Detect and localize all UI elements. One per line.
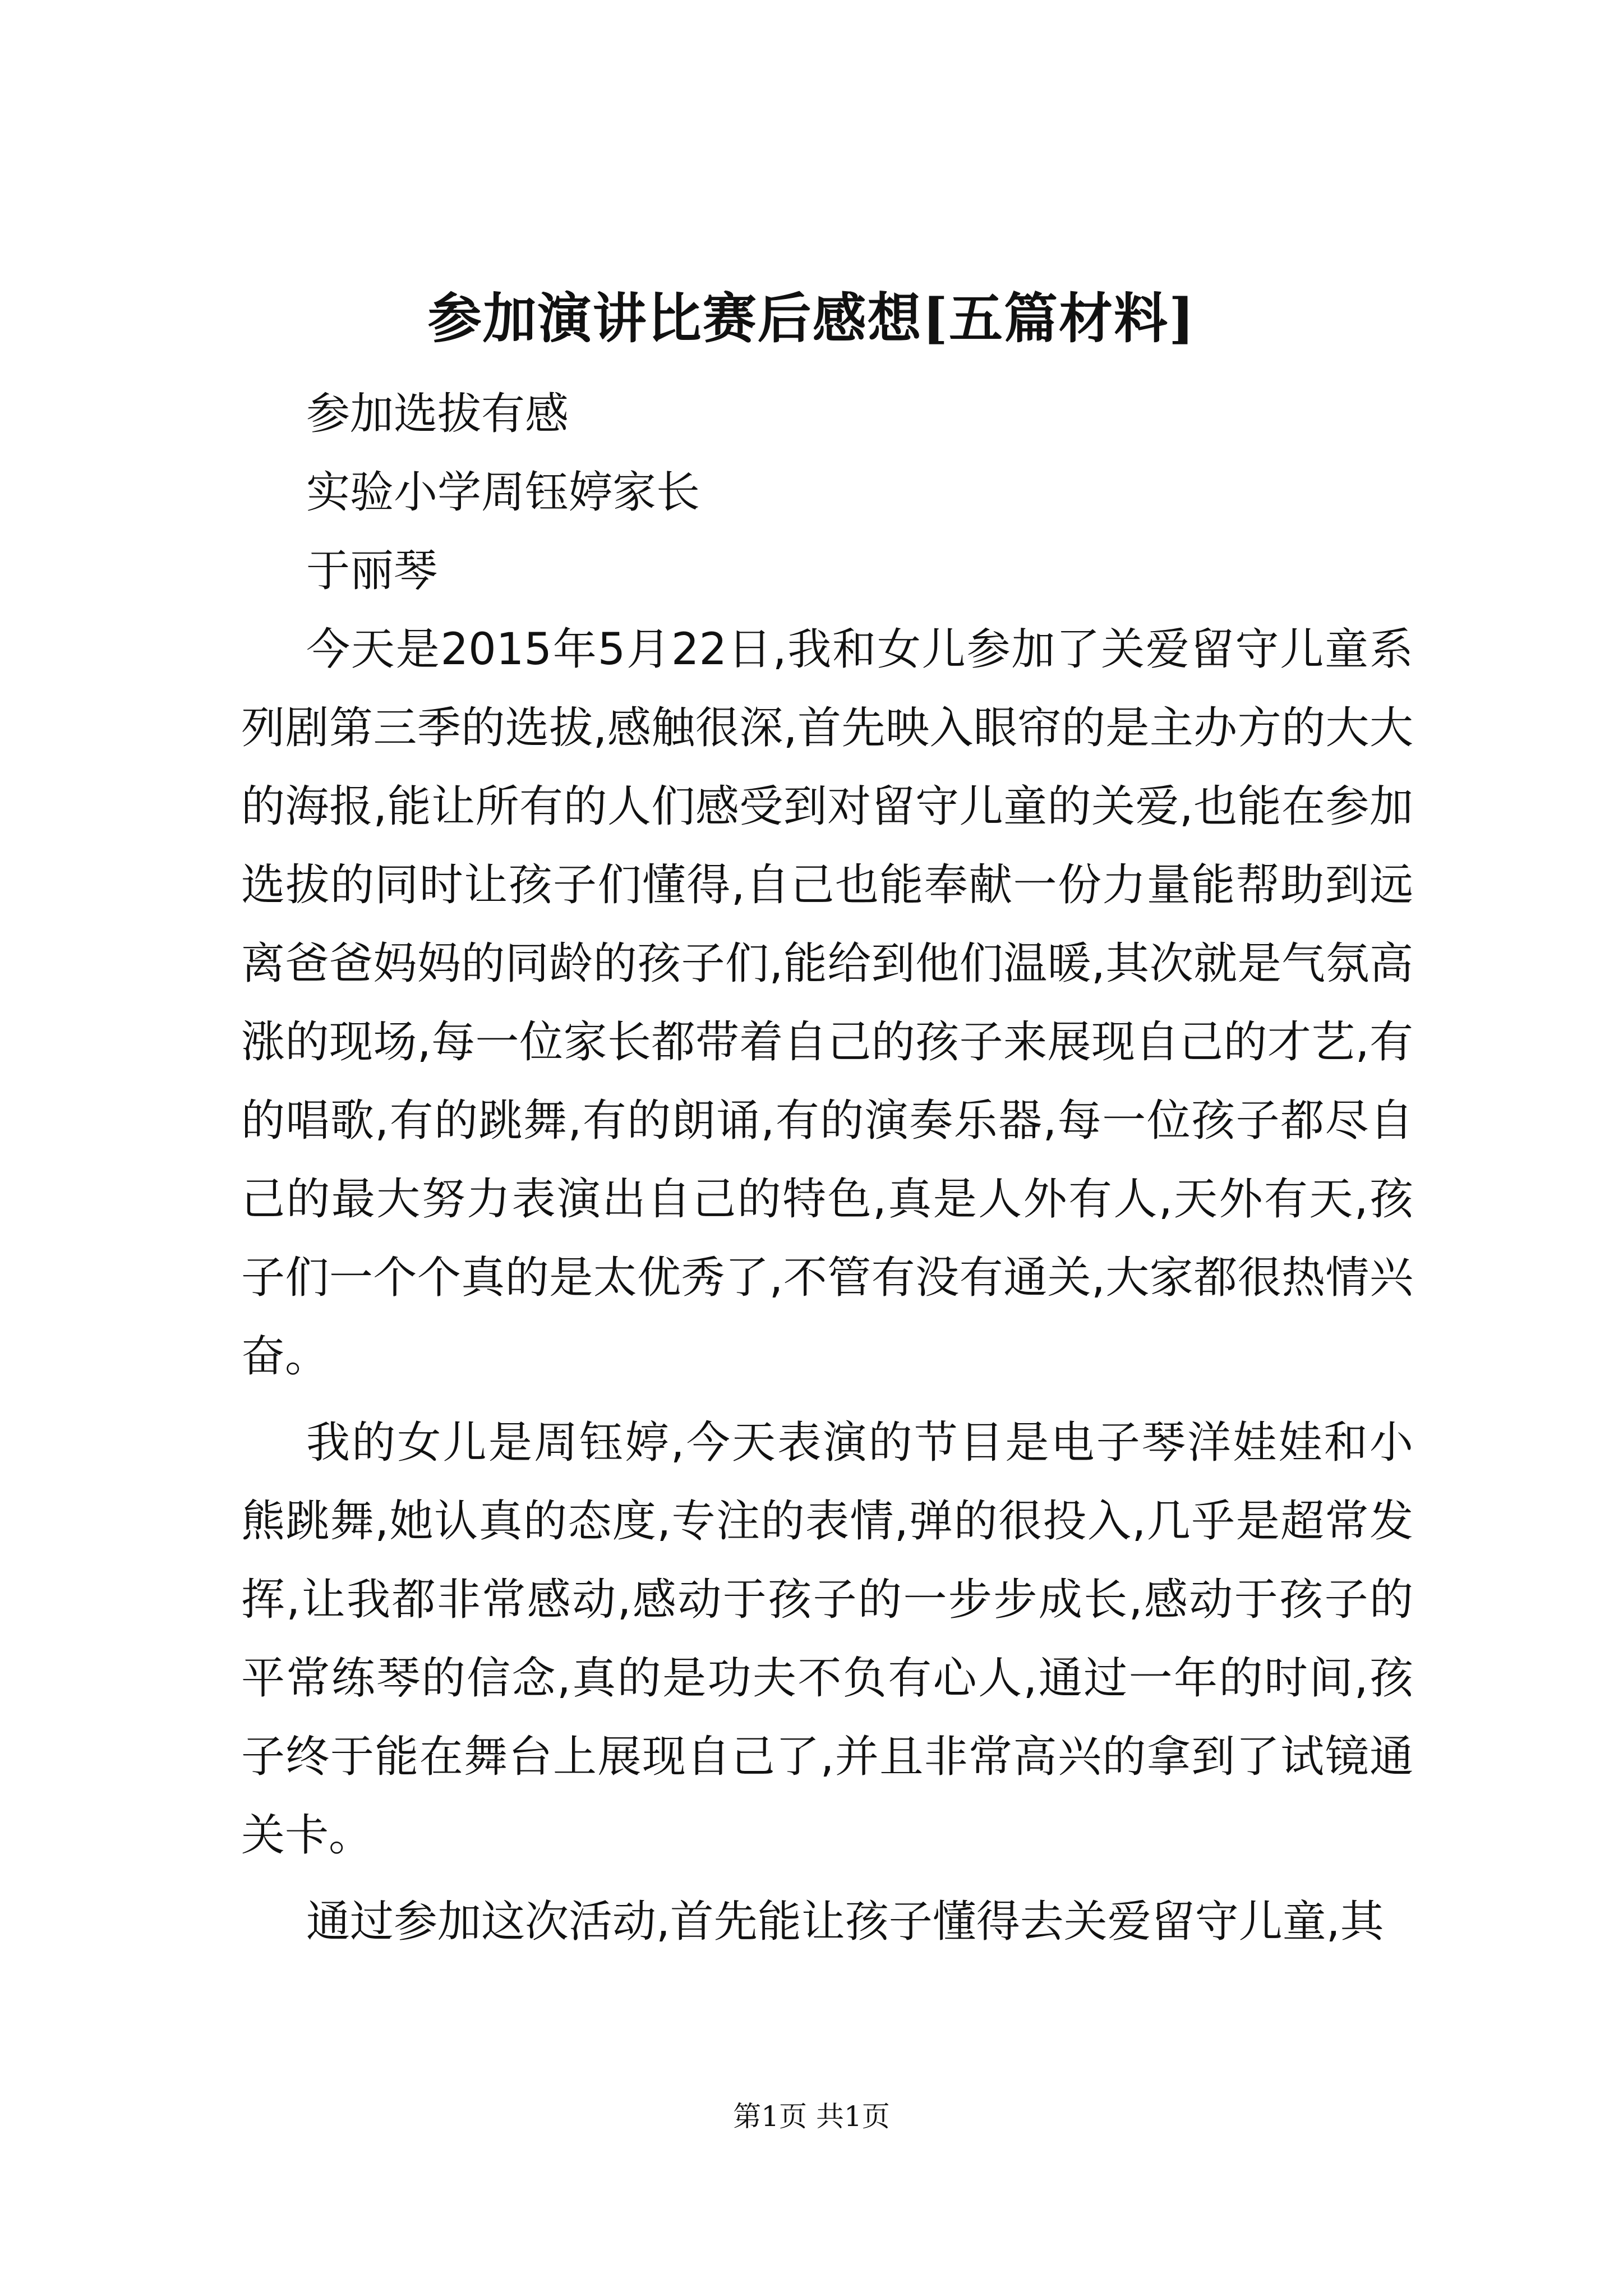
body-paragraph-1: 今天是2015年5月22日,我和女儿参加了关爱留守儿童系列剧第三季的选拔,感触很深,首先映入眼帘的是主办方的大大的海报,能让所有的人们感受到对留守儿童的关爱,也能在参加选拔的同时让孩子们懂得,自己也能奉献一份力量能帮助到远离爸爸妈妈的同龄的孩子们,能给到他们温暖,其次就是气氛高涨的现场,每一位家长都带着自己的孩子来展现自己的才艺,有的唱歌,有的跳舞,有的朗诵,有的演奏乐器,每一位孩子都尽自己的最大努力表演出自己的特色,真是人外有人,天外有天,孩子们一个个真的是太优秀了,不管有没有通关,大家都很热情兴奋。 bbox=[241, 624, 1413, 1382]
subheading: 参加选拔有感 bbox=[306, 389, 569, 439]
page-footer: 第1页 共1页 bbox=[733, 2100, 890, 2133]
paragraph-spacer bbox=[241, 1396, 1413, 1404]
paragraph-spacer bbox=[241, 1875, 1413, 1883]
body-paragraph-2: 我的女儿是周钰婷,今天表演的节目是电子琴洋娃娃和小熊跳舞,她认真的态度,专注的表情,弹的很投入,几乎是超常发挥,让我都非常感动,感动于孩子的一步步成长,感动于孩子的平常练琴的信念,真的是功夫不负有心人,通过一年的时间,孩子终于能在舞台上展现自己了,并且非常高兴的拿到了试镜通关卡。 bbox=[241, 1418, 1413, 1861]
body-paragraph-3: 通过参加这次活动,首先能让孩子懂得去关爱留守儿童,其 bbox=[306, 1897, 1384, 1947]
author-line-name: 于丽琴 bbox=[306, 546, 438, 596]
document-body bbox=[241, 375, 1413, 1961]
author-line-school: 实验小学周钰婷家长 bbox=[306, 467, 700, 518]
document-title: 参加演讲比赛后感想[五篇材料] bbox=[427, 287, 1196, 350]
